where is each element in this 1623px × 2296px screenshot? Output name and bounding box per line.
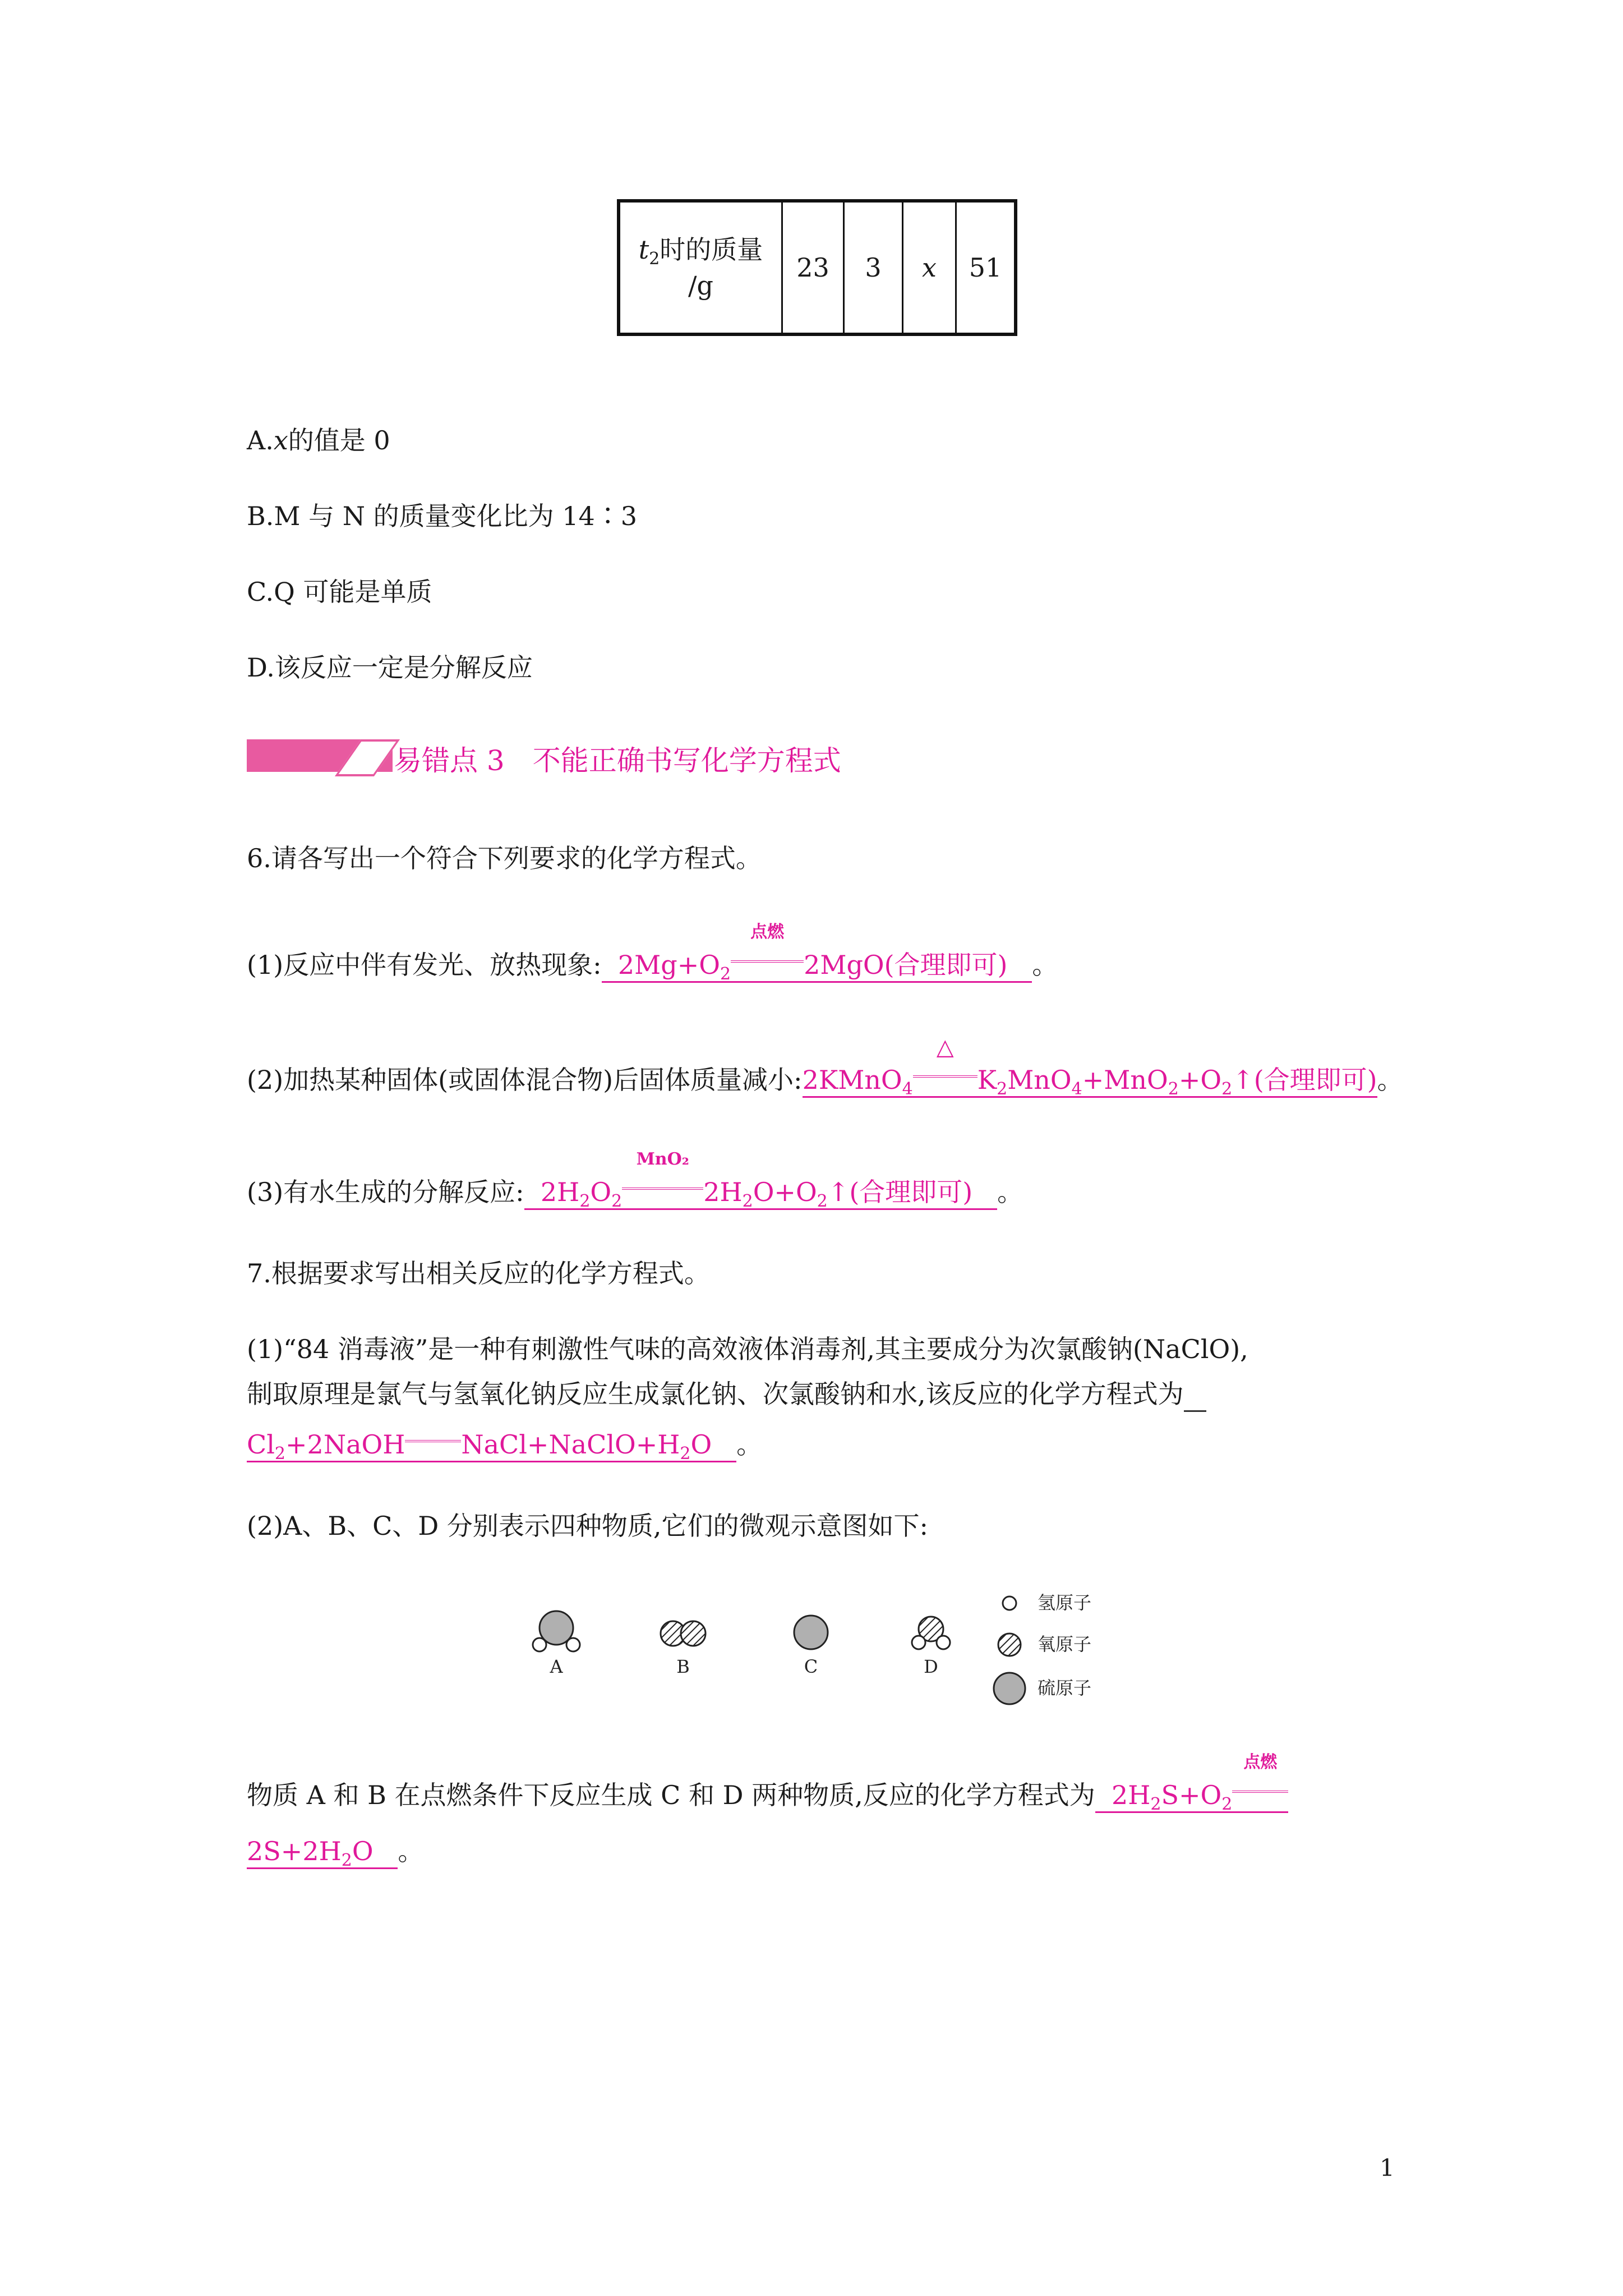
option-b: B.M 与 N 的质量变化比为 14∶3 (247, 501, 638, 531)
svg-text:A: A (550, 1656, 563, 1677)
q7-part2-line1: (2)A、B、C、D 分别表示四种物质,它们的微观示意图如下: (247, 1511, 929, 1541)
answer-blank[interactable]: $2H_2O_2$ MnO₂ $2H_2O+O_2↑$(合理即可) (524, 1176, 997, 1210)
answer-blank[interactable]: $2H_2S+O_2$ 点燃 (1095, 1779, 1289, 1813)
oxygen-atom-icon (998, 1634, 1021, 1656)
svg-text:氢原子: 氢原子 (1038, 1592, 1092, 1613)
table-cell: 3 (844, 201, 903, 334)
svg-text:C: C (804, 1656, 818, 1677)
q7-part1-line1: (1)“84 消毒液”是一种有刺激性气味的高效液体消毒剂,其主要成分为次氯酸钠(NaClO), (247, 1334, 1248, 1364)
page-number: 1 (1380, 2154, 1395, 2182)
molecule-d (912, 1617, 950, 1677)
molecule-c (794, 1616, 828, 1677)
svg-text:D: D (924, 1656, 938, 1677)
q7-part1-answer: $Cl_2+2NaOH$ $NaCl+NaClO+H_2O$ 。 (247, 1429, 763, 1464)
q7-part2-answer: $2S+2H_2O$ 。 (247, 1836, 424, 1870)
table-cell: 23 (782, 201, 844, 334)
option-a: A.x的值是 0 (247, 425, 390, 455)
option-c: C.Q 可能是单质 (247, 577, 432, 607)
table-cell: 51 (956, 201, 1016, 334)
answer-blank[interactable]: $2Mg+O_2$ 点燃 2MgO(合理即可) (602, 949, 1032, 983)
q6-part2: (2)加热某种固体(或固体混合物)后固体质量减小:2KMnO$_4$ △ $K_2MnO_4+MnO_2+O_2↑$(合理即可)。 (247, 1034, 1403, 1099)
q6-stem: 6.请各写出一个符合下列要求的化学方程式。 (247, 843, 762, 873)
molecule-diagram (516, 1576, 1122, 1711)
molecule-b (661, 1621, 706, 1677)
svg-text:B: B (676, 1656, 690, 1677)
sulfur-atom-icon (994, 1673, 1025, 1704)
answer-blank[interactable]: $2S+2H_2O$ (247, 1836, 398, 1870)
q6-part3: (3)有水生成的分解反应: $2H_2O_2$ MnO₂ $2H_2O+O_2↑$(合理即可) 。 (247, 1149, 1023, 1211)
q7-part2-line2: 物质 A 和 B 在点燃条件下反应生成 C 和 D 两种物质,反应的化学方程式为 $2H_2S+O_2$ 点燃 (247, 1778, 1288, 1813)
svg-text:氧原子: 氧原子 (1038, 1634, 1092, 1655)
option-d: D.该反应一定是分解反应 (247, 652, 533, 683)
molecule-a (533, 1611, 580, 1677)
section-title: 易错点 3 不能正确书写化学方程式 (394, 744, 841, 777)
table-row (619, 201, 1016, 334)
q7-part1-line2: 制取原理是氯气与氢氧化钠反应生成氯化钠、次氯酸钠和水,该反应的化学方程式为 (247, 1377, 1206, 1412)
q6-part1: (1)反应中伴有发光、放热现象: $2Mg+O_2$ 点燃 2MgO(合理即可) 。 (247, 922, 1058, 984)
svg-text:硫原子: 硫原子 (1038, 1677, 1092, 1699)
answer-blank[interactable]: $Cl_2+2NaOH$ $NaCl+NaClO+H_2O$ (247, 1429, 737, 1464)
mass-table (617, 199, 1017, 336)
row-label: $t_2$时的质量 /g (619, 201, 782, 334)
table-cell: x (903, 201, 956, 334)
q7-stem: 7.根据要求写出相关反应的化学方程式。 (247, 1258, 710, 1289)
answer-blank-start[interactable] (1184, 1378, 1206, 1412)
diagram-legend (994, 1592, 1091, 1704)
hydrogen-atom-icon (1003, 1596, 1016, 1610)
answer-blank[interactable]: 2KMnO$_4$ △ $K_2MnO_4+MnO_2+O_2↑$(合理即可) (802, 1034, 1377, 1099)
